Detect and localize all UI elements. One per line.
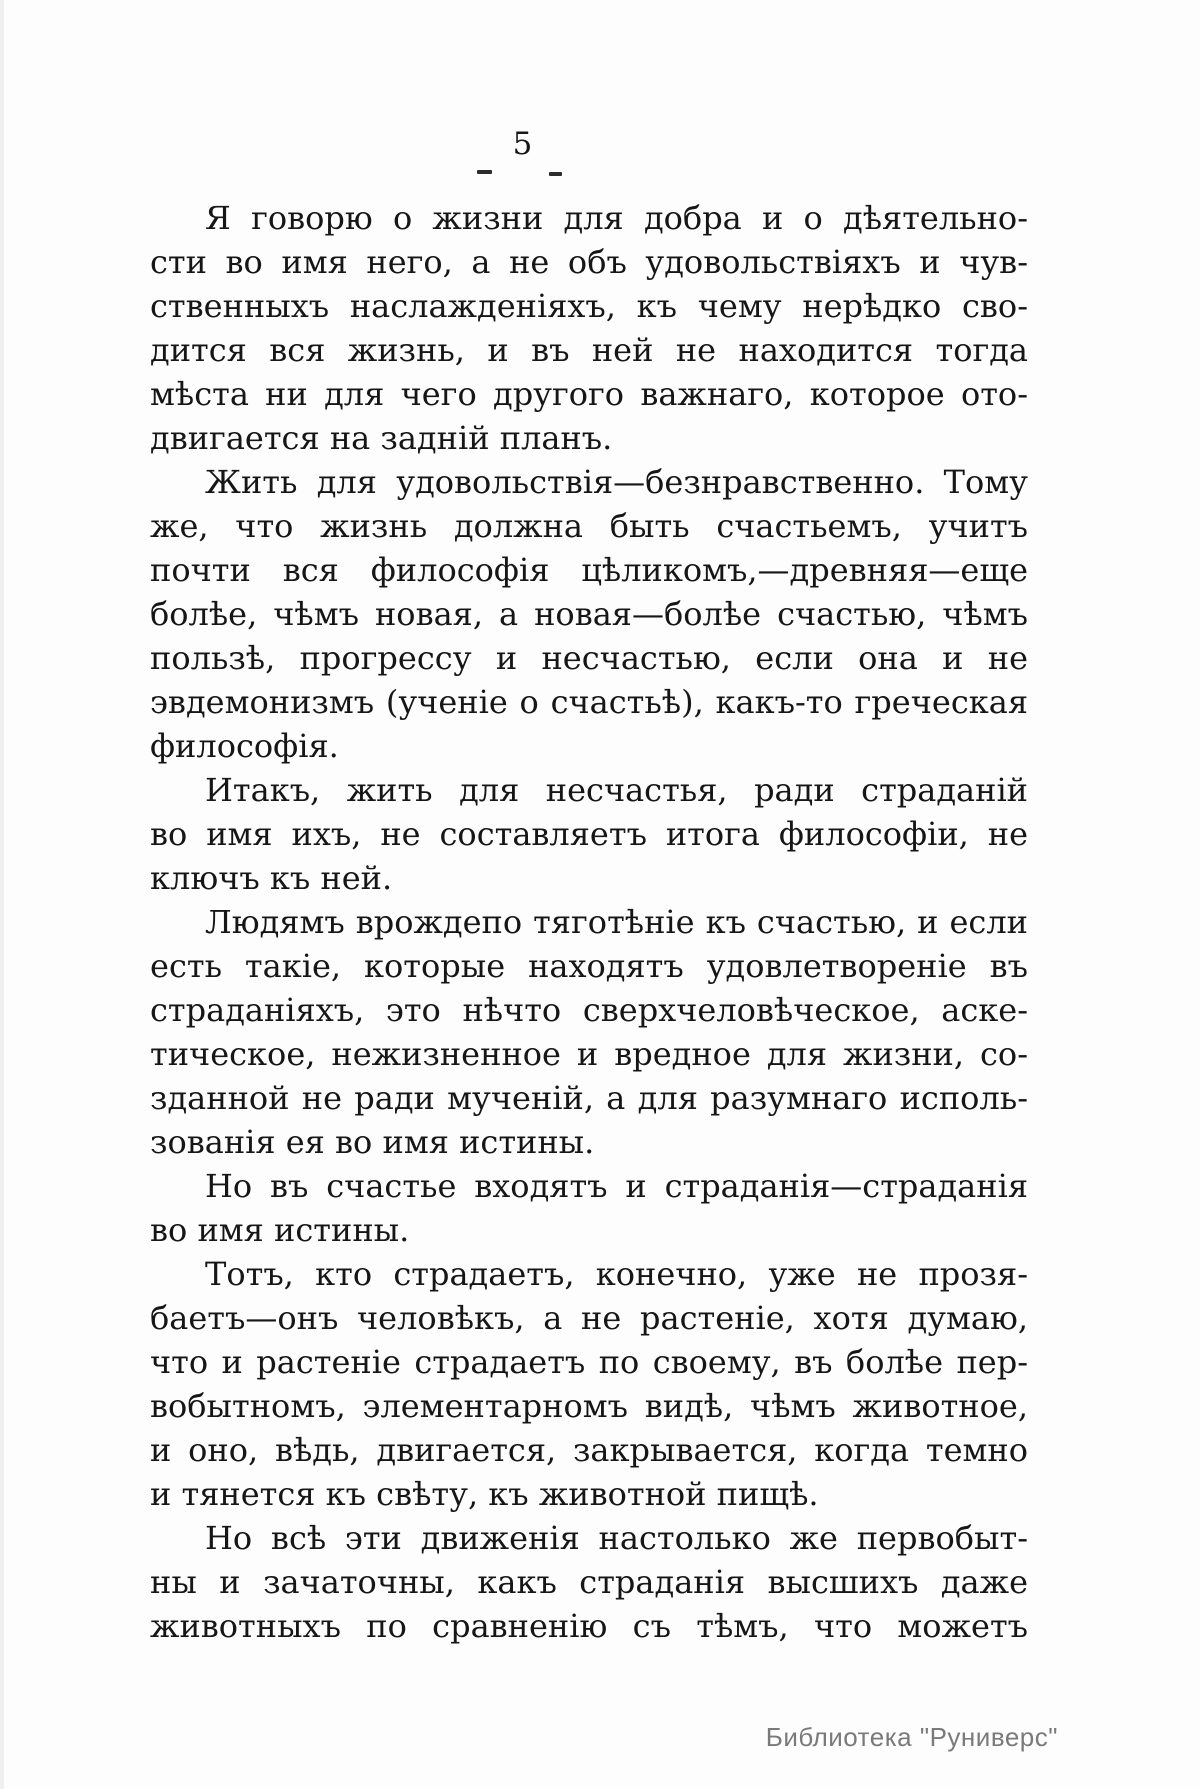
library-watermark: Библиотека "Руниверс"	[765, 1722, 1058, 1752]
paragraph	[150, 768, 1028, 900]
text-line: тическое, нежизненное и вредное для жизни, со-	[150, 1035, 1028, 1073]
text-line: страданіяхъ, это нѣчто сверхчеловѣческое, аске-	[150, 991, 1028, 1029]
text-line: есть такіе, которые находятъ удовлетвореніе въ	[150, 947, 1028, 985]
text-line: почти вся философія цѣликомъ,—древняя—еще	[150, 551, 1028, 589]
text-line: Но въ счастье входятъ и страданія—страданія	[205, 1167, 1028, 1205]
text-line: зданной не ради мученій, а для разумнаго исполь-	[150, 1079, 1028, 1117]
text-line: и тянется къ свѣту, къ животной пищѣ.	[150, 1475, 819, 1513]
scan-mark-left	[477, 170, 492, 174]
scan-edge	[0, 0, 4, 1789]
paragraph	[150, 196, 1028, 460]
text-line: ключъ къ ней.	[150, 859, 393, 897]
scan-mark-right	[549, 172, 562, 176]
text-line: во имя истины.	[150, 1211, 410, 1249]
text-block	[150, 196, 1028, 1648]
paragraph	[150, 1164, 1028, 1252]
page-number: 5	[512, 126, 534, 162]
text-line: двигается на задній планъ.	[150, 419, 613, 457]
text-line: Итакъ, жить для несчастья, ради страданій	[205, 771, 1028, 809]
text-line: во имя ихъ, не составляетъ итога философіи, не	[150, 815, 1028, 853]
text-line: же, что жизнь должна быть счастьемъ, учитъ	[150, 507, 1028, 545]
text-line: Я говорю о жизни для добра и о дѣятельно-	[205, 199, 1028, 237]
text-line: болѣе, чѣмъ новая, а новая—болѣе счастью, чѣмъ	[150, 595, 1028, 633]
text-line: ственныхъ наслажденіяхъ, къ чему нерѣдко сво-	[150, 287, 1028, 325]
text-line: философія.	[150, 727, 339, 765]
text-line: и оно, вѣдь, двигается, закрывается, когда темно	[150, 1431, 1028, 1469]
text-line: сти во имя него, а не объ удовольствіяхъ и чув-	[150, 243, 1028, 281]
paragraph	[150, 1516, 1028, 1648]
text-line: эвдемонизмъ (ученіе о счастьѣ), какъ-то греческая	[150, 683, 1028, 721]
text-line: Но всѣ эти движенія настолько же первобыт-	[205, 1519, 1028, 1557]
paragraph	[150, 1252, 1028, 1516]
text-line: мѣста ни для чего другого важнаго, которое ото-	[150, 375, 1028, 413]
text-line: пользѣ, прогрессу и несчастью, если она и не	[150, 639, 1028, 677]
text-line: Людямъ врождепо тяготѣніе къ счастью, и если	[205, 903, 1028, 941]
text-line: ны и зачаточны, какъ страданія высшихъ даже	[150, 1563, 1028, 1601]
text-line: что и растеніе страдаетъ по своему, въ болѣе пер-	[150, 1343, 1028, 1381]
text-line: Жить для удовольствія—безнравственно. Тому	[205, 463, 1028, 501]
text-line: животныхъ по сравненію съ тѣмъ, что можетъ	[150, 1607, 1028, 1645]
text-line: зованія ея во имя истины.	[150, 1123, 595, 1161]
paragraph	[150, 460, 1028, 768]
paragraph	[150, 900, 1028, 1164]
text-line: дится вся жизнь, и въ ней не находится тогда	[150, 331, 1028, 369]
text-line: Тотъ, кто страдаетъ, конечно, уже не прозя-	[205, 1255, 1028, 1293]
text-line: вобытномъ, элементарномъ видѣ, чѣмъ животное,	[150, 1387, 1028, 1425]
text-line: баетъ—онъ человѣкъ, а не растеніе, хотя думаю,	[150, 1299, 1028, 1337]
